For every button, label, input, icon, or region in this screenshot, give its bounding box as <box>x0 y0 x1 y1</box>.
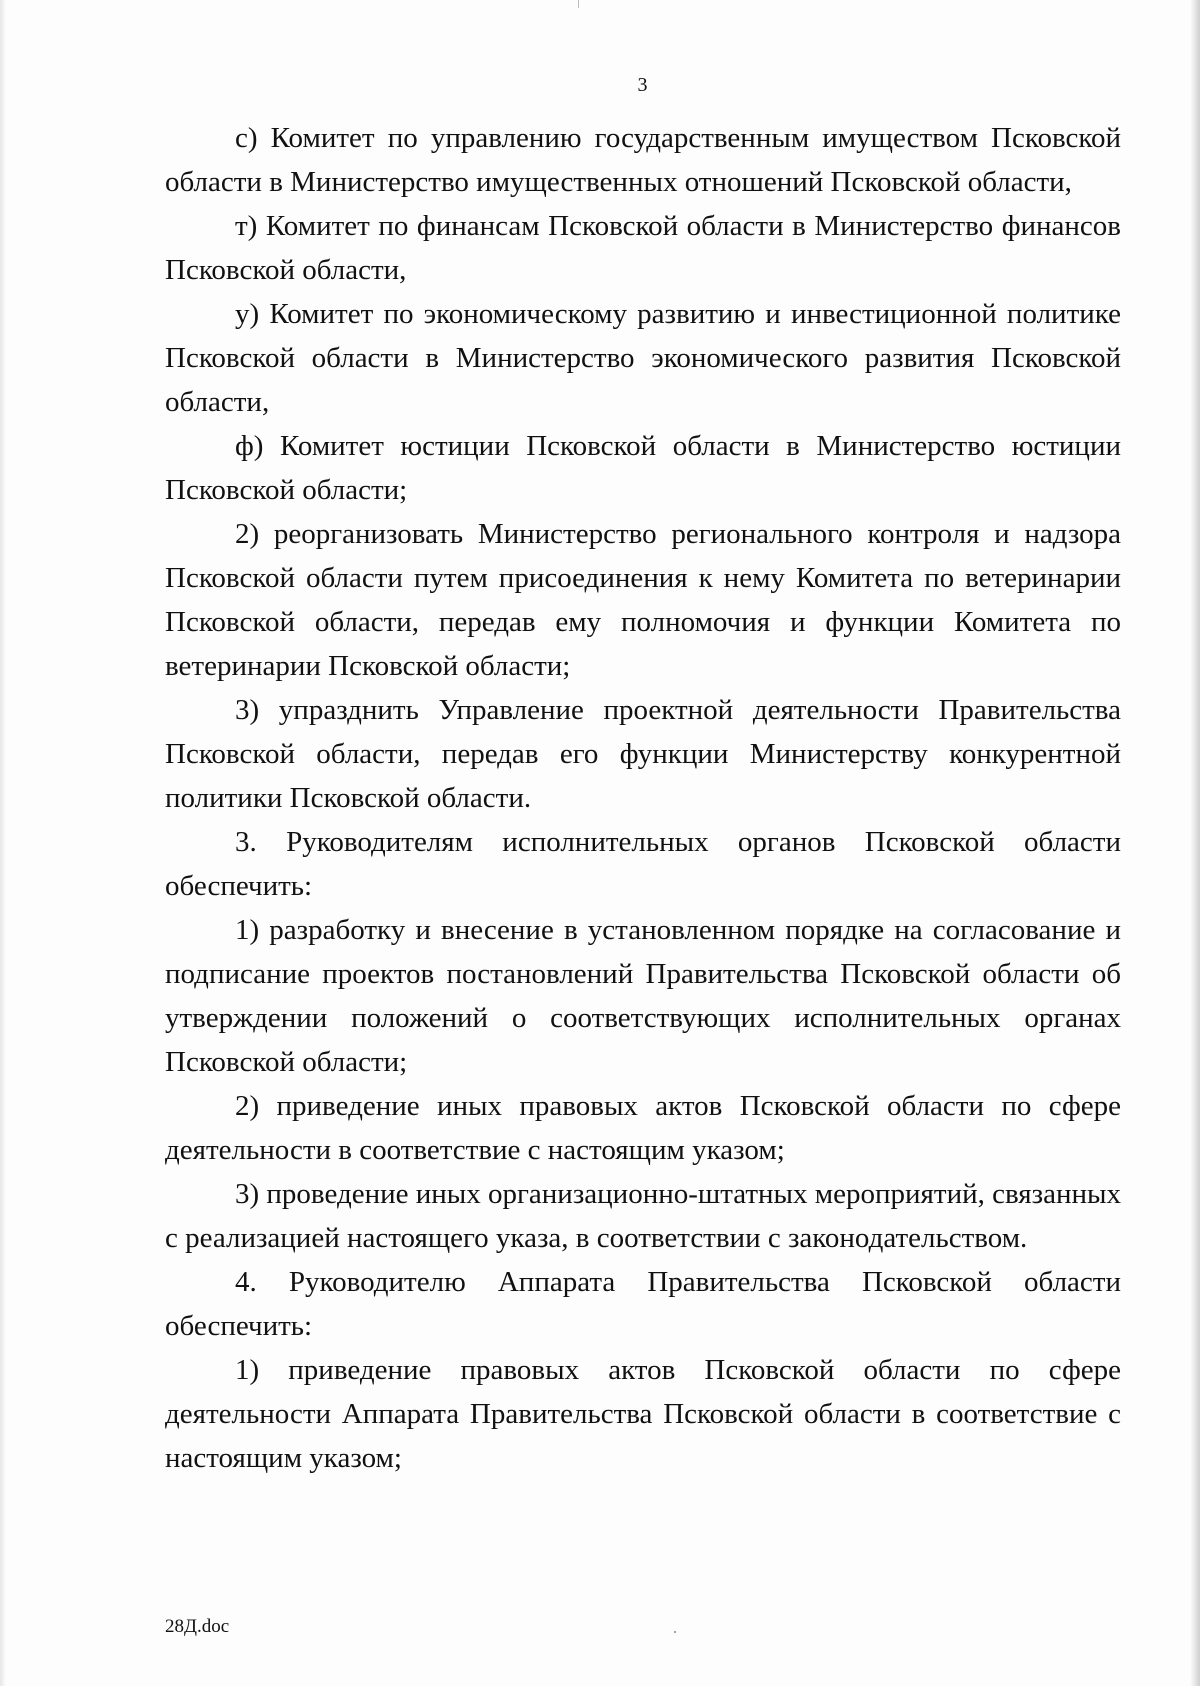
scan-edge-right <box>1190 0 1200 1686</box>
page-number: 3 <box>637 74 648 96</box>
paragraph: 2) реорганизовать Министерство регионального контроля и надзора Псковской области путем присоединения к нему Комитета по ветеринарии Псковской области, передав ему полномочия и функции Комитета по ветеринарии Псковской области; <box>165 518 1121 682</box>
paragraph: ф) Комитет юстиции Псковской области в Министерство юстиции Псковской области; <box>165 430 1121 506</box>
paragraph: 3) проведение иных организационно-штатных мероприятий, связанных с реализацией настоящего указа, в соответствии с законодательством. <box>165 1178 1121 1254</box>
paragraph: 1) разработку и внесение в установленном порядке на согласование и подписание проектов постановлений Правительства Псковской области об утверждении положений о соответствующих исполнительных органах Псковской области; <box>165 914 1121 1078</box>
scan-edge-left <box>0 0 6 1686</box>
scan-dot <box>674 1631 676 1633</box>
paragraph: 2) приведение иных правовых актов Псковской области по сфере деятельности в соответствие с настоящим указом; <box>165 1090 1121 1166</box>
paragraph: 3) упразднить Управление проектной деятельности Правительства Псковской области, передав его функции Министерству конкурентной политики Псковской области. <box>165 694 1121 814</box>
paragraph: 3. Руководителям исполнительных органов Псковской области обеспечить: <box>165 826 1121 902</box>
footer-filename: 28Д.doc <box>165 1616 230 1637</box>
document-body <box>165 116 1121 1480</box>
paragraph: 1) приведение правовых актов Псковской области по сфере деятельности Аппарата Правительства Псковской области в соответствие с настоящим указом; <box>165 1354 1121 1474</box>
paragraph: т) Комитет по финансам Псковской области в Министерство финансов Псковской области, <box>165 210 1121 286</box>
paragraph: 4. Руководителю Аппарата Правительства Псковской области обеспечить: <box>165 1266 1121 1342</box>
paragraph: с) Комитет по управлению государственным имуществом Псковской области в Министерство имущественных отношений Псковской области, <box>165 122 1121 198</box>
scan-mark <box>578 0 579 8</box>
paragraph: у) Комитет по экономическому развитию и инвестиционной политике Псковской области в Министерство экономического развития Псковской области, <box>165 298 1121 418</box>
